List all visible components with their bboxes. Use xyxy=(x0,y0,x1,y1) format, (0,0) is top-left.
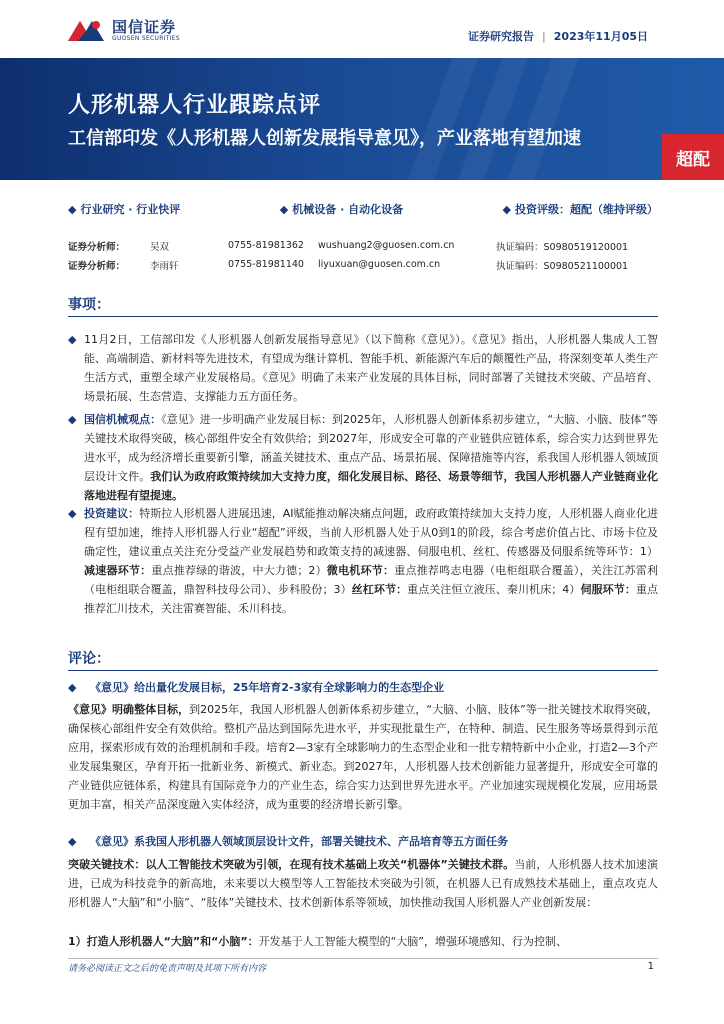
diamond-icon: ◆ xyxy=(68,507,77,520)
investment-advice-item: ◆ 投资建议：特斯拉人形机器人进展迅速，AI赋能推动解决痛点问题，政府政策持续加大支持力度，人形机器人商业化进程有望加速，维持人形机器人行业“超配”评级，当前人形机器人处于从0到1的阶段，综合考虑价值占比、市场卡位及确定性，建议重点关注充分受益产业发展趋势和政策支持的减速器、伺服电机、丝杠、传感器及伺服系统等环节：1）减速器环节：重点推荐绿的谐波，中大力德；2）微电机环节：重点推荐鸣志电器（电柜组联合覆盖），关注江苏雷利（电柜组联合覆盖，鼎智科技母公司）、步科股份；3）丝杠环节：重点关注恒立液压、秦川机床；4）伺服环节：重点推荐汇川技术，关注雷赛智能、禾川科技。 xyxy=(68,504,658,618)
guosen-logo-icon xyxy=(66,17,106,45)
analyst-row: 证券分析师： 李雨轩 0755-81981140 liyuxuan@guosen.com.cn 执证编码：S0980521100001 xyxy=(68,255,658,274)
category-tags xyxy=(68,201,658,217)
page-number: 1 xyxy=(647,961,654,972)
analyst-phone: 0755-81981140 xyxy=(228,259,304,270)
diamond-icon: ◆ xyxy=(68,203,77,216)
report-date: 2023年11月05日 xyxy=(553,30,648,43)
report-title: 人形机器人行业跟踪点评 xyxy=(68,93,322,118)
report-subtitle: 工信部印发《人形机器人创新发展指导意见》，产业落地有望加速 xyxy=(68,128,581,149)
tag-rating: ◆ 投资评级：超配（维持评级） xyxy=(502,203,658,216)
guosen-logo xyxy=(66,17,180,45)
guosen-view-item: ◆ 国信机械观点：《意见》进一步明确产业发展目标：到2025年，人形机器人创新体系初步建立，“大脑、小脑、肢体”等关键技术取得突破，核心部组件安全有效供给；到2027年，形成安全可靠的产业链供应链体系，综合实力达到世界先进水平，成为经济增长重要新引擎，涵盖关键技术、重点产品、场景拓展、保障措施等内容，系我国人形机器人领域顶层设计文件。我们认为政府政策持续加大支持力度，细化发展目标、路径、场景等细节，我国人形机器人产业链商业化落地进程有望提速。 xyxy=(68,410,658,505)
tag-sector: ◆ 机械设备 · 自动化设备 xyxy=(279,203,404,216)
comment-subheading-1: ◆ 《意见》给出量化发展目标，25年培育2-3家有全球影响力的生态型企业 xyxy=(68,678,658,697)
analyst-name: 吴双 xyxy=(150,241,170,253)
analyst-email[interactable]: wushuang2@guosen.com.cn xyxy=(318,240,455,251)
divider xyxy=(68,316,658,317)
analyst-row: 证券分析师： 吴双 0755-81981362 wushuang2@guosen.com.cn 执证编码：S0980519120001 xyxy=(68,236,658,255)
diamond-icon: ◆ xyxy=(68,333,77,346)
comment-paragraph-3: 1）打造人形机器人“大脑”和“小脑”：开发基于人工智能大模型的“大脑”，增强环境感知、行为控制、 xyxy=(68,935,567,948)
events-heading: 事项： xyxy=(68,297,110,313)
diamond-icon: ◆ xyxy=(68,835,77,848)
analyst-license: 执证编码：S0980519120001 xyxy=(496,241,629,253)
analyst-phone: 0755-81981362 xyxy=(228,240,304,251)
comment-paragraph-2: 突破关键技术：以人工智能技术突破为引领，在现有技术基础上攻关“机器体”关键技术群。当前，人形机器人技术加速演进，已成为科技竞争的新高地，未来要以大模型等人工智能技术突破为引领，在机器人已有成熟技术基础上，重点攻克人形机器人“大脑”和“小脑”、“肢体”关键技术、技术创新体系等领域，加快推动我国人形机器人产业创新发展： xyxy=(68,858,658,909)
rating-badge: 超配 xyxy=(662,134,724,180)
report-meta: 证券研究报告 | 2023年11月05日 xyxy=(468,30,648,43)
diamond-icon: ◆ xyxy=(502,203,511,216)
diamond-icon: ◆ xyxy=(68,413,77,426)
analyst-license: 执证编码：S0980521100001 xyxy=(496,260,629,272)
analyst-name: 李雨轩 xyxy=(150,260,179,272)
comment-subheading-2: ◆ 《意见》系我国人形机器人领域顶层设计文件，部署关键技术、产品培育等五方面任务 xyxy=(68,832,658,851)
diamond-icon: ◆ xyxy=(68,681,77,694)
comments-heading: 评论： xyxy=(68,651,110,667)
title-banner xyxy=(0,58,724,180)
comment-paragraph-1: 《意见》明确整体目标，到2025年，我国人形机器人创新体系初步建立，“大脑、小脑、肢体”等一批关键技术取得突破，确保核心部组件安全有效供给。整机产品达到国际先进水平，并实现批量生产，在特种、制造、民生服务等场景得到示范应用，探索形成有效的治理机制和手段。培育2—3家有全球影响力的生态型企业和一批专精特新中小企业，打造2—3个产业发展集聚区，孕育开拓一批新业务、新模式、新业态。到2027年，人形机器人技术创新能力显著提升，形成安全可靠的产业链供应链体系，构建具有国际竞争力的产业生态，综合实力达到世界先进水平。产业加速实现规模化发展，应用场景更加丰富，相关产品深度融入实体经济，成为重要的经济增长新引擎。 xyxy=(68,703,659,811)
footer-divider xyxy=(68,958,658,959)
event-item: ◆ 11月2日，工信部印发《人形机器人创新发展指导意见》（以下简称《意见》）。《意见》指出，人形机器人集成人工智能、高端制造、新材料等先进技术，有望成为继计算机、智能手机、新能源汽车后的颠覆性产品，将深刻变革人类生产生活方式，重塑全球产业发展格局。《意见》明确了未来产业发展的具体目标，同时部署了关键技术突破、产品培育、场景拓展、生态营造、支撑能力五方面任务。 xyxy=(68,330,658,406)
report-type: 证券研究报告 xyxy=(468,30,535,43)
logo-cn-text: 国信证券 xyxy=(112,18,177,36)
analyst-table xyxy=(68,236,658,274)
diamond-icon: ◆ xyxy=(279,203,289,216)
disclaimer-note: 请务必阅读正文之后的免责声明及其项下所有内容 xyxy=(68,964,267,974)
divider xyxy=(68,670,658,671)
tag-industry-research: ◆ 行业研究 · 行业快评 xyxy=(68,203,181,216)
analyst-email[interactable]: liyuxuan@guosen.com.cn xyxy=(318,259,441,270)
top-bar xyxy=(0,0,724,58)
logo-en-text: GUOSEN SECURITIES xyxy=(112,35,181,42)
